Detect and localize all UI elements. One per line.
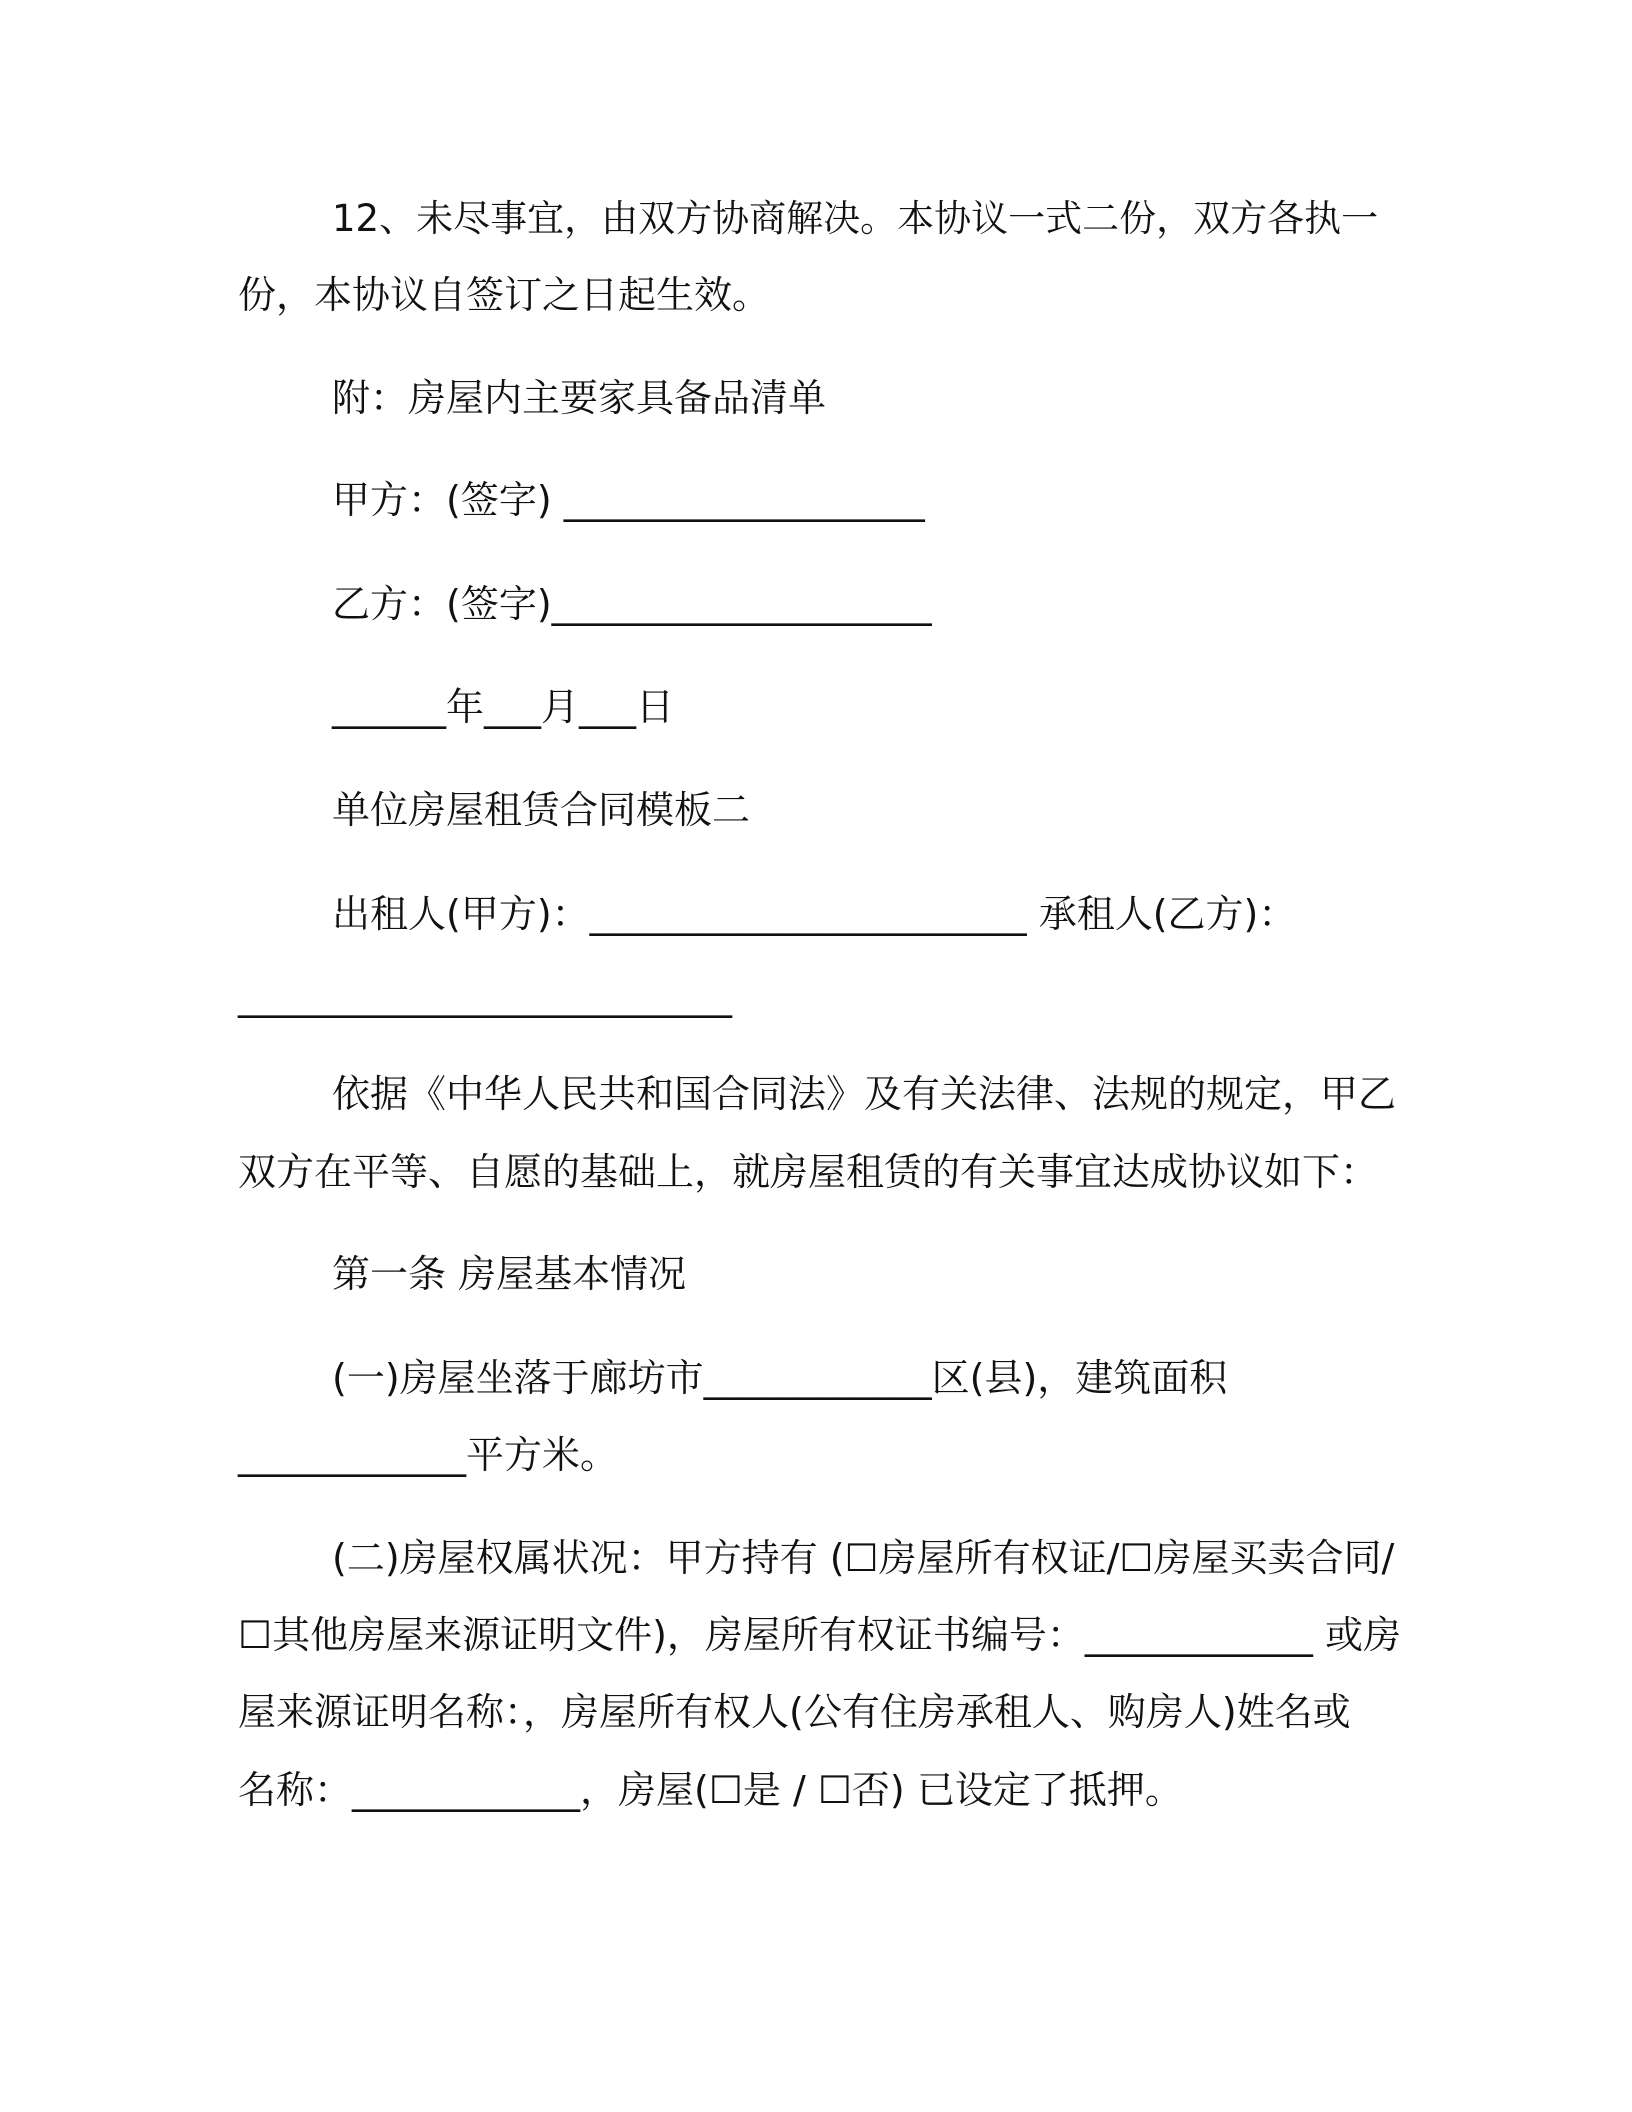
article-1-heading-text: 第一条 房屋基本情况 xyxy=(332,1252,687,1296)
preamble-line-1 xyxy=(332,1064,1432,1124)
clause-12-text-2: 份，本协议自签订之日起生效。 xyxy=(238,273,771,317)
clause-12-line-1 xyxy=(332,188,1392,248)
article-1-heading xyxy=(332,1244,1432,1304)
date-text: ______年___月___日 xyxy=(332,685,675,729)
article-1-item-2-line-4 xyxy=(238,1760,1438,1820)
preamble-text-2: 双方在平等、自愿的基础上，就房屋租赁的有关事宜达成协议如下： xyxy=(238,1150,1379,1194)
parties-line-2 xyxy=(238,966,1438,1026)
parties-text-1: 出租人(甲方)：_______________________ 承租人(乙方)： xyxy=(332,892,1297,936)
article-1-item-1-text-2: ____________平方米。 xyxy=(238,1433,619,1477)
parties-line-1 xyxy=(332,884,1432,944)
article-1-item-1-line-1 xyxy=(332,1348,1432,1408)
template-title-line xyxy=(332,780,1432,840)
party-a-signature-line xyxy=(332,470,1432,530)
article-1-item-1-line-2 xyxy=(238,1425,1438,1485)
article-1-item-2-text-2: ☐其他房屋来源证明文件)，房屋所有权证书编号：____________ 或房 xyxy=(238,1613,1401,1657)
clause-12-line-2 xyxy=(238,265,1438,325)
party-b-signature-line xyxy=(332,574,1432,634)
appendix-line xyxy=(332,368,1432,428)
template-title-text: 单位房屋租赁合同模板二 xyxy=(332,788,751,832)
article-1-item-2-line-2 xyxy=(238,1605,1438,1665)
article-1-item-2-line-3 xyxy=(238,1682,1438,1742)
article-1-item-1-text-1: (一)房屋坐落于廊坊市____________区(县)，建筑面积 xyxy=(332,1356,1228,1400)
parties-text-2: __________________________ xyxy=(238,974,732,1018)
article-1-item-2-text-4: 名称：____________，房屋(☐是 / ☐否) 已设定了抵押。 xyxy=(238,1768,1183,1812)
party-b-signature-text: 乙方：(签字)____________________ xyxy=(332,582,932,626)
appendix-text: 附：房屋内主要家具备品清单 xyxy=(332,376,827,420)
article-1-item-2-text-3: 屋来源证明名称：，房屋所有权人(公有住房承租人、购房人)姓名或 xyxy=(238,1690,1351,1734)
clause-12-text-1: 12、未尽事宜，由双方协商解决。本协议一式二份，双方各执一 xyxy=(332,197,1379,240)
article-1-item-2-text-1: (二)房屋权属状况：甲方持有 (☐房屋所有权证/☐房屋买卖合同/ xyxy=(332,1536,1395,1580)
preamble-text-1: 依据《中华人民共和国合同法》及有关法律、法规的规定，甲乙 xyxy=(332,1072,1397,1116)
party-a-signature-text: 甲方：(签字) ___________________ xyxy=(332,478,925,522)
date-line xyxy=(332,677,1432,737)
article-1-item-2-line-1 xyxy=(332,1528,1432,1588)
preamble-line-2 xyxy=(238,1142,1438,1202)
